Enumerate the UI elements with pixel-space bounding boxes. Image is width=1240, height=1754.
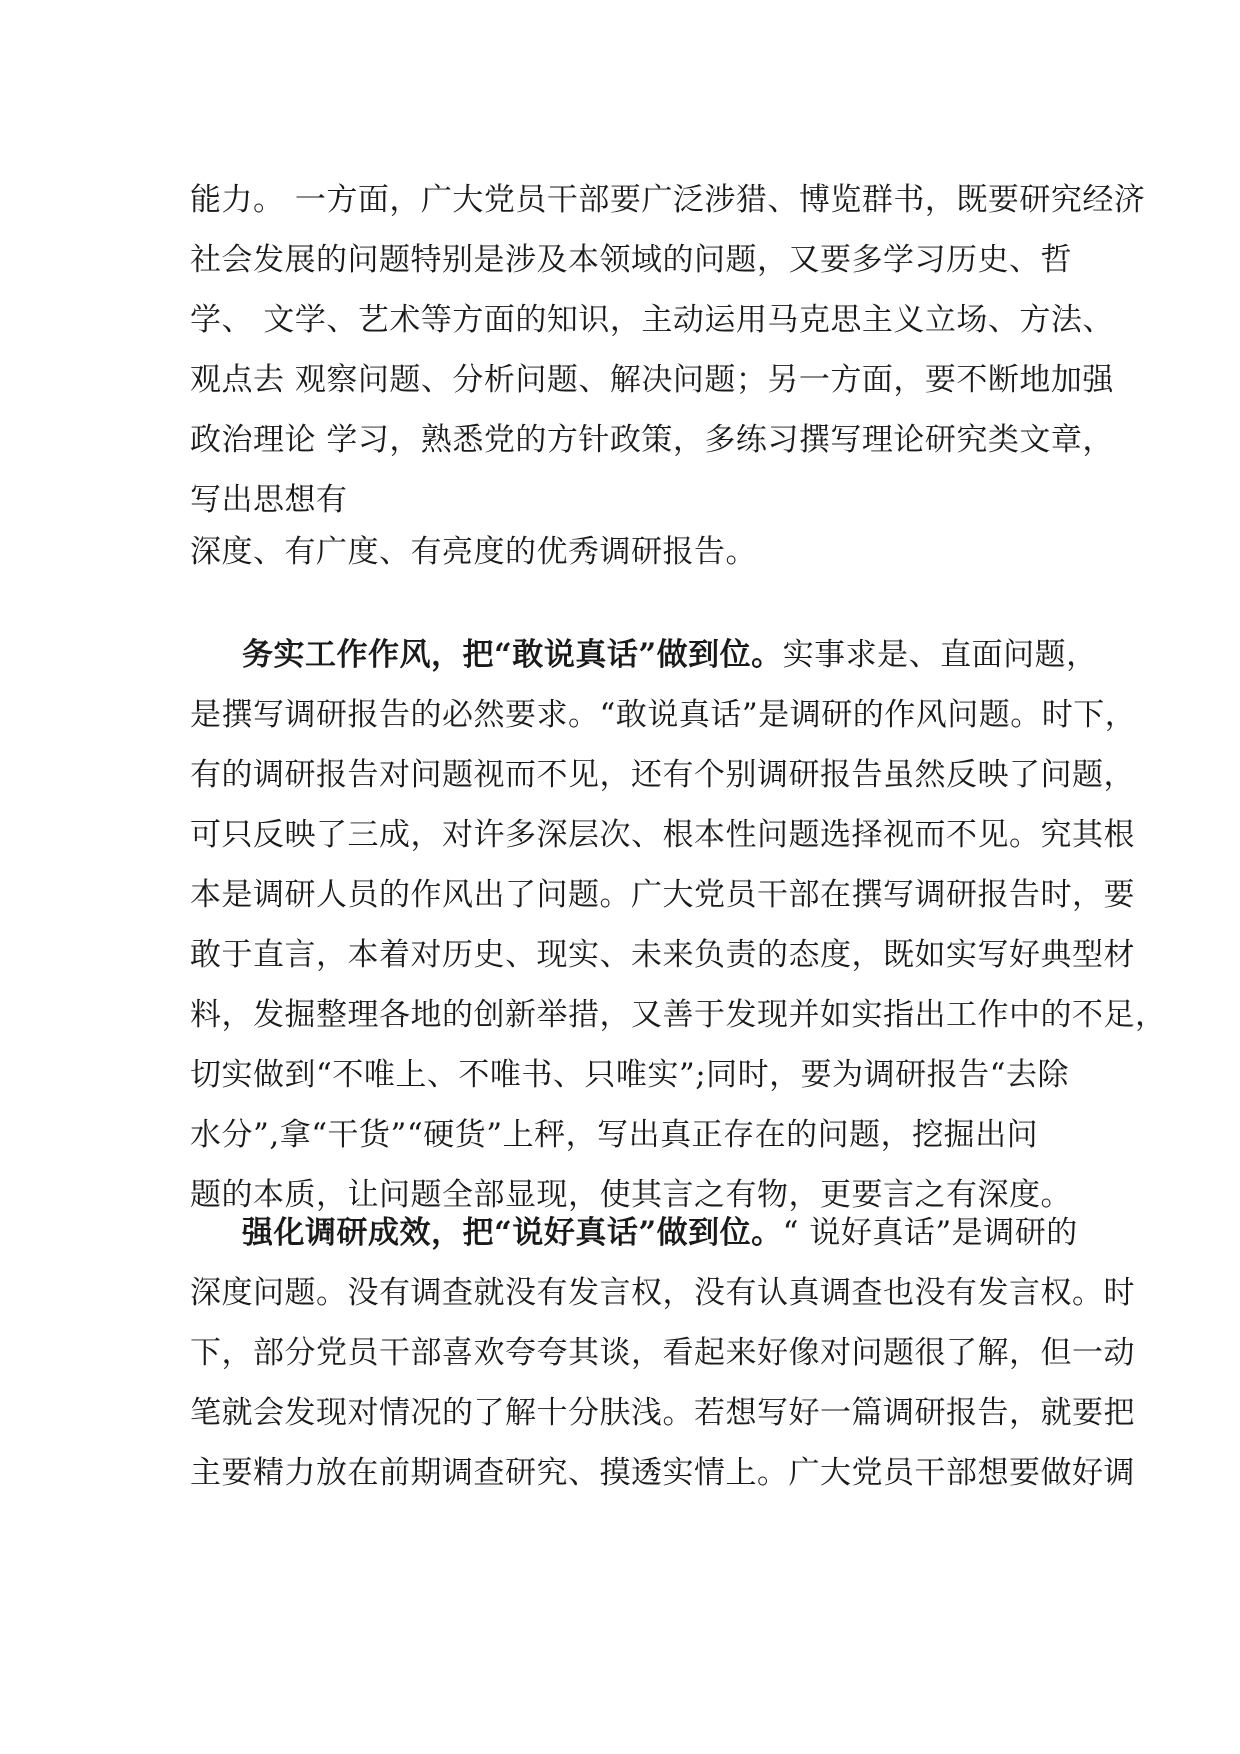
paragraph-1-line: 学、 文学、艺术等方面的知识，主动运用马克思主义立场、方法、 bbox=[190, 302, 1114, 338]
paragraph-2-line: 可只反映了三成，对许多深层次、根本性问题选择视而不见。究其根 bbox=[190, 817, 1135, 853]
paragraph-2-first-line bbox=[190, 625, 1098, 685]
paragraph-3-first-line bbox=[190, 1203, 1078, 1263]
paragraph-1-line: 观点去 观察问题、分析问题、解决问题；另一方面，要不断地加强 bbox=[190, 362, 1114, 398]
paragraph-2-line: 料，发掘整理各地的创新举措，又善于发现并如实指出工作中的不足， bbox=[190, 997, 1167, 1033]
paragraph-1-line: 能力。 一方面，广大党员干部要广泛涉猎、博览群书，既要研究经济 bbox=[190, 182, 1146, 218]
paragraph-1 bbox=[190, 170, 1146, 582]
paragraph-3 bbox=[190, 1203, 1135, 1503]
paragraph-3-line: 深度问题。没有调查就没有发言权，没有认真调查也没有发言权。时 bbox=[190, 1275, 1135, 1311]
paragraph-2-heading: 务实工作作风，把“敢说真话”做到位。 bbox=[242, 637, 783, 673]
paragraph-3-line: 主要精力放在前期调查研究、摸透实情上。广大党员干部想要做好调 bbox=[190, 1455, 1135, 1491]
paragraph-2 bbox=[190, 625, 1167, 1225]
paragraph-1-line: 写出思想有 bbox=[190, 482, 348, 518]
paragraph-2-line: 题的本质，让问题全部显现，使其言之有物，更要言之有深度。 bbox=[190, 1177, 1072, 1213]
paragraph-2-line: 本是调研人员的作风出了问题。广大党员干部在撰写调研报告时，要 bbox=[190, 877, 1135, 913]
paragraph-1-line: 深度、有广度、有亮度的优秀调研报告。 bbox=[190, 534, 757, 570]
paragraph-2-line: 是撰写调研报告的必然要求。“敢说真话”是调研的作风问题。时下， bbox=[190, 697, 1137, 733]
paragraph-3-heading: 强化调研成效，把“说好真话”做到位。 bbox=[242, 1215, 783, 1251]
paragraph-2-line: 有的调研报告对问题视而不见，还有个别调研报告虽然反映了问题， bbox=[190, 757, 1135, 793]
paragraph-2-line: 敢于直言，本着对历史、现实、未来负责的态度，既如实写好典型材 bbox=[190, 937, 1135, 973]
paragraph-2-line: 切实做到“不唯上、不唯书、只唯实”;同时，要为调研报告“去除 bbox=[190, 1057, 1069, 1093]
paragraph-1-line: 政治理论 学习，熟悉党的方针政策，多练习撰写理论研究类文章， bbox=[190, 422, 1114, 458]
paragraph-3-first-line-rest: “ 说好真话”是调研的 bbox=[782, 1215, 1078, 1251]
paragraph-1-line: 社会发展的问题特别是涉及本领域的问题，又要多学习历史、哲 bbox=[190, 242, 1072, 278]
paragraph-3-line: 下，部分党员干部喜欢夸夸其谈，看起来好像对问题很了解，但一动 bbox=[190, 1335, 1135, 1371]
paragraph-2-line: 水分”,拿“干货”“硬货”上秤，写出真正存在的问题，挖掘出问 bbox=[190, 1117, 1039, 1153]
paragraph-3-line: 笔就会发现对情况的了解十分肤浅。若想写好一篇调研报告，就要把 bbox=[190, 1395, 1135, 1431]
paragraph-2-first-line-rest: 实事求是、直面问题， bbox=[782, 637, 1098, 673]
